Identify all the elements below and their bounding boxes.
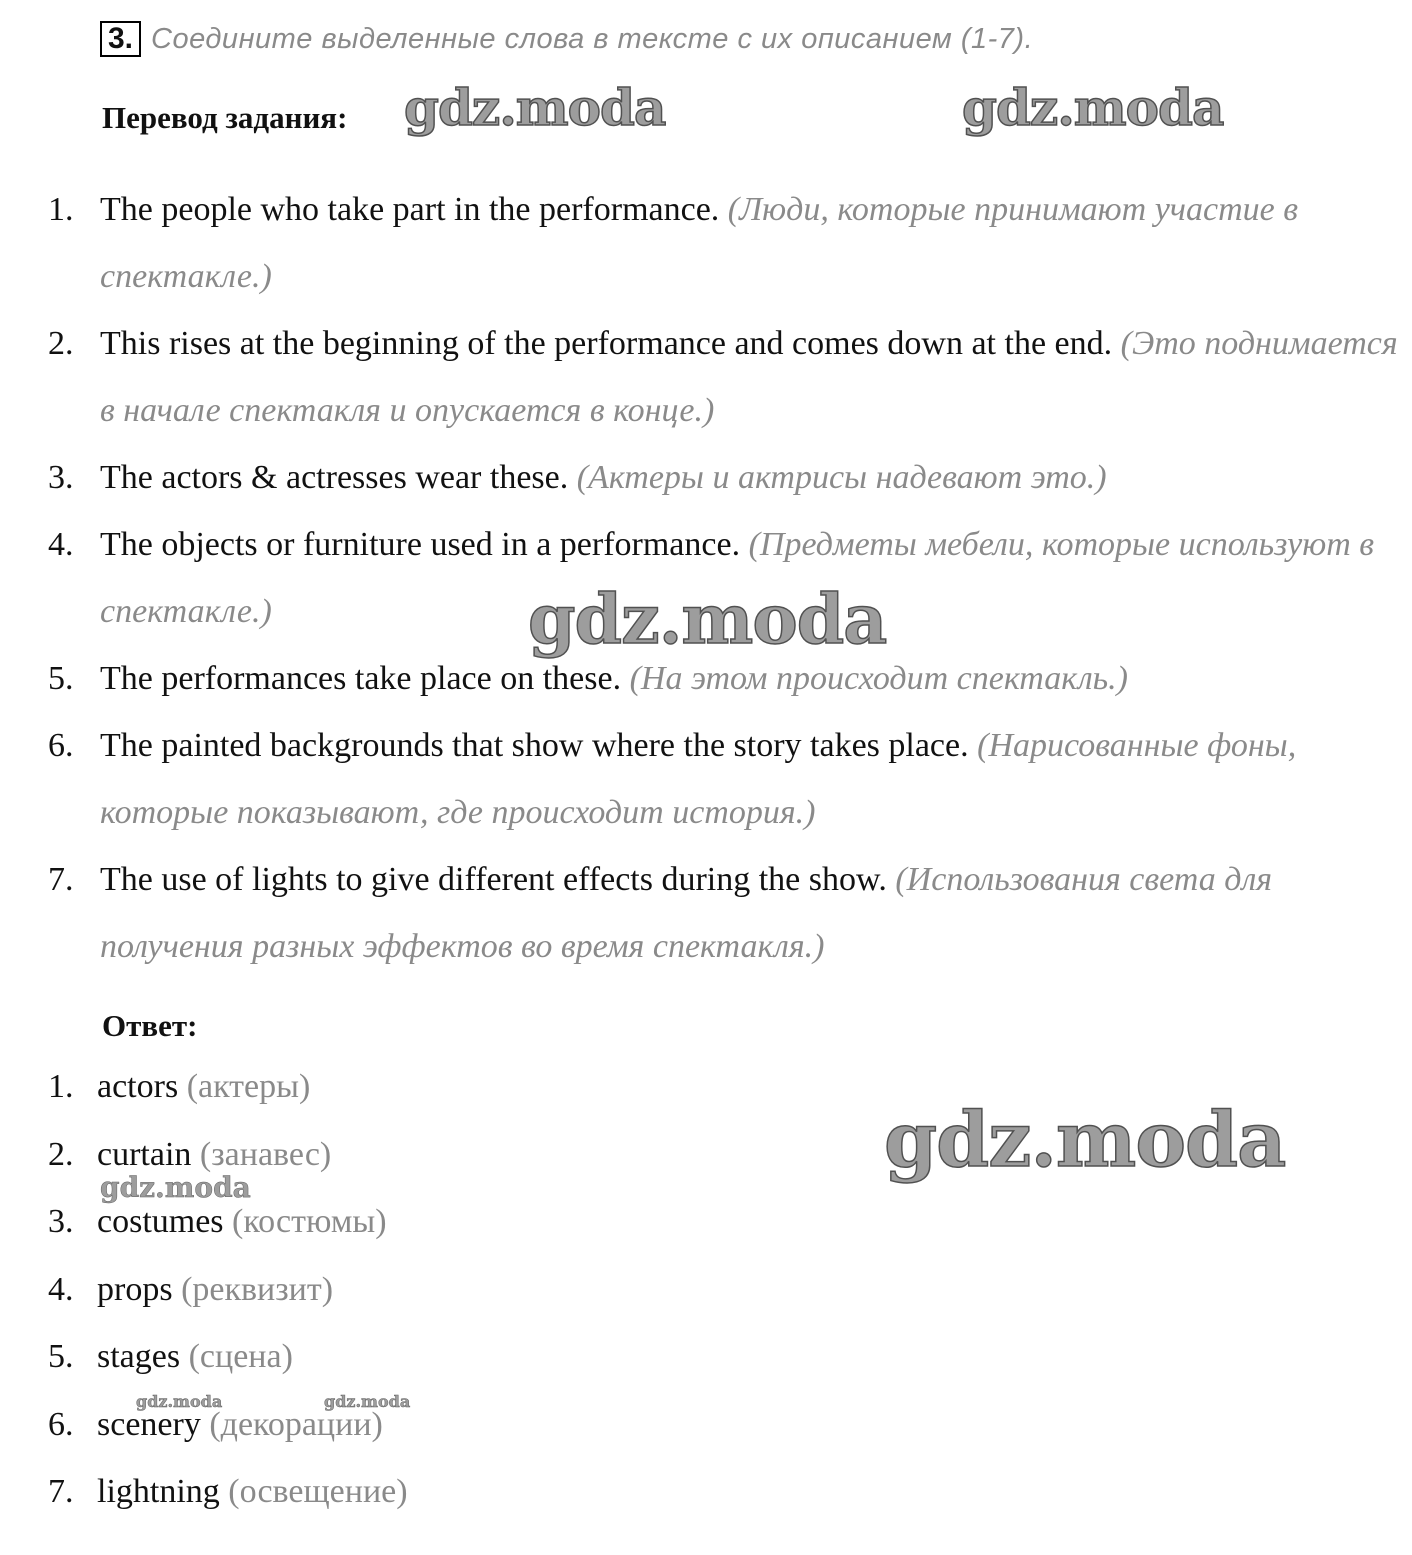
question-russian: (Это поднимается в начале спектакля и опускается в конце.): [100, 325, 1398, 429]
question-russian: (Использования света для получения разных эффектов во время спектакля.): [100, 861, 1273, 965]
task-number: 3.: [100, 21, 141, 57]
question-number: 3.: [48, 459, 74, 496]
question-number: 7.: [48, 861, 74, 898]
answer-russian: (реквизит): [181, 1270, 334, 1308]
watermark: gdz.moda: [884, 1095, 1286, 1184]
task-header: [100, 16, 1033, 62]
answer-russian: (декорации): [209, 1405, 383, 1443]
question-item: [48, 176, 1398, 310]
answer-item: [48, 1458, 408, 1526]
question-russian: (Предметы мебели, которые используют в спектакле.): [100, 526, 1375, 630]
answer-title: Ответ:: [102, 1008, 198, 1043]
answer-russian: (сцена): [188, 1338, 293, 1375]
question-english: The use of lights to give different effects during the show.: [100, 861, 887, 898]
task-instruction: Соедините выделенные слова в тексте с их описанием (1-7).: [151, 22, 1034, 55]
question-english: The painted backgrounds that show where the story takes place.: [100, 727, 969, 764]
question-list: [48, 176, 1398, 980]
answer-english: stages: [97, 1338, 181, 1375]
question-number: 6.: [48, 727, 74, 764]
answer-item: [48, 1053, 408, 1121]
answer-russian: (занавес): [199, 1135, 332, 1173]
answer-english: lightning: [97, 1473, 220, 1510]
answer-english: costumes: [97, 1203, 224, 1240]
question-number: 1.: [48, 191, 74, 228]
answer-number: 3.: [48, 1203, 74, 1240]
answer-item: [48, 1256, 408, 1324]
question-russian: (Актеры и актрисы надевают это.): [576, 459, 1107, 496]
answer-english: props: [97, 1270, 173, 1308]
answer-list: [48, 1053, 411, 1526]
watermark: gdz.moda: [100, 1171, 251, 1204]
answer-number: 5.: [48, 1338, 74, 1375]
answer-number: 7.: [48, 1473, 74, 1510]
watermark: gdz.moda: [404, 78, 666, 137]
question-english: This rises at the beginning of the performance and comes down at the end.: [100, 325, 1113, 362]
watermark: gdz.moda: [324, 1392, 411, 1411]
question-english: The objects or furniture used in a performance.: [100, 526, 741, 563]
question-item: [48, 846, 1398, 980]
question-item: [48, 310, 1398, 444]
question-english: The people who take part in the performance.: [100, 191, 720, 228]
watermark: gdz.moda: [528, 580, 887, 660]
question-russian: (Люди, которые принимают участие в спектакле.): [100, 191, 1298, 295]
answer-number: 6.: [48, 1405, 74, 1443]
question-item: [48, 444, 1398, 511]
watermark: gdz.moda: [962, 78, 1224, 137]
answer-russian: (актеры): [186, 1068, 311, 1105]
answer-english: curtain: [97, 1135, 192, 1173]
answer-english: scenery: [97, 1405, 201, 1443]
answer-number: 2.: [48, 1135, 74, 1173]
answer-item: [48, 1323, 408, 1391]
answer-number: 1.: [48, 1068, 74, 1105]
answer-russian: (костюмы): [232, 1203, 387, 1240]
question-number: 2.: [48, 325, 74, 362]
answer-russian: (освещение): [228, 1473, 408, 1510]
question-number: 5.: [48, 660, 74, 697]
question-english: The actors & actresses wear these.: [100, 459, 569, 496]
answer-number: 4.: [48, 1270, 74, 1308]
question-item: [48, 712, 1398, 846]
question-russian: (На этом происходит спектакль.): [629, 660, 1128, 697]
watermark: gdz.moda: [136, 1392, 223, 1411]
question-english: The performances take place on these.: [100, 660, 622, 697]
answer-english: actors: [97, 1068, 179, 1105]
question-number: 4.: [48, 526, 74, 563]
translation-title: Перевод задания:: [102, 100, 348, 135]
question-russian: (Нарисованные фоны, которые показывают, где происходит история.): [100, 727, 1297, 831]
